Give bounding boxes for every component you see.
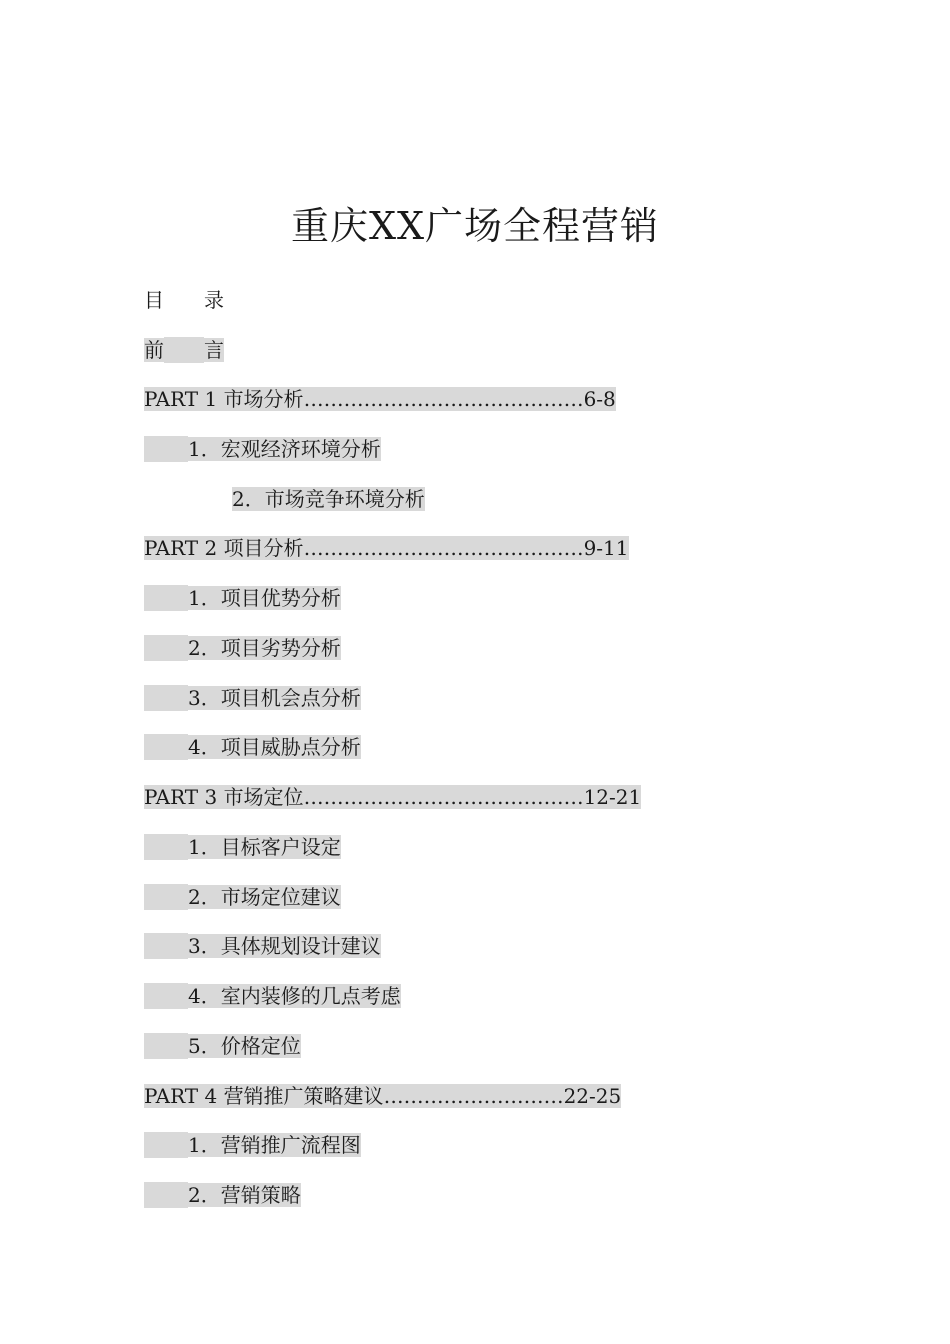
- part-title: 营销推广策略建议: [223, 1084, 384, 1108]
- item-title: 项目劣势分析: [220, 636, 341, 660]
- part-label: PART 2: [144, 536, 218, 560]
- item-title: 营销策略: [220, 1183, 301, 1207]
- item-number: 4．: [188, 984, 221, 1008]
- item-title: 项目威胁点分析: [220, 735, 361, 759]
- page-range: 22-25: [563, 1084, 622, 1108]
- toc-sub-item[interactable]: [144, 734, 361, 760]
- item-number: 2．: [188, 885, 221, 909]
- page-range: 9-11: [583, 536, 629, 560]
- item-number: 1．: [188, 586, 221, 610]
- item-number: 3．: [188, 686, 221, 710]
- toc-heading-char-1: 目: [144, 288, 164, 312]
- part-label: PART 1: [144, 387, 218, 411]
- part-label: PART 3: [144, 785, 218, 809]
- toc-part-3[interactable]: [144, 784, 641, 810]
- preface-heading: [144, 337, 224, 363]
- item-number: 4．: [188, 735, 221, 759]
- toc-sub-item[interactable]: [144, 1182, 301, 1208]
- item-number: 5．: [188, 1034, 221, 1058]
- leader-dots: ………………………: [383, 1084, 564, 1108]
- toc-heading-char-2: 录: [204, 288, 224, 312]
- item-number: 2．: [188, 1183, 221, 1207]
- toc-sub-item[interactable]: [144, 585, 341, 611]
- item-title: 具体规划设计建议: [220, 934, 381, 958]
- preface-char-2: 言: [204, 338, 224, 362]
- part-title: 市场分析: [223, 387, 304, 411]
- preface-char-1: 前: [144, 338, 164, 362]
- item-number: 2．: [188, 636, 221, 660]
- document-title: 重庆XX广场全程营销: [290, 204, 660, 248]
- item-title: 室内装修的几点考虑: [220, 984, 401, 1008]
- toc-sub-item[interactable]: [144, 685, 361, 711]
- item-number: 1．: [188, 1133, 221, 1157]
- part-title: 项目分析: [223, 536, 304, 560]
- toc-heading: [144, 286, 224, 314]
- toc-sub-item[interactable]: [144, 933, 381, 959]
- leader-dots: ……………………………………: [303, 785, 584, 809]
- item-title: 项目机会点分析: [220, 686, 361, 710]
- item-title: 营销推广流程图: [220, 1133, 361, 1157]
- item-title: 宏观经济环境分析: [220, 437, 381, 461]
- toc-sub-item[interactable]: [144, 983, 401, 1009]
- item-title: 价格定位: [220, 1034, 301, 1058]
- toc-part-1[interactable]: [144, 386, 616, 412]
- item-title: 市场定位建议: [220, 885, 341, 909]
- part-title: 市场定位: [223, 785, 304, 809]
- leader-dots: ……………………………………: [303, 387, 584, 411]
- page-range: 6-8: [583, 387, 616, 411]
- item-title: 目标客户设定: [220, 835, 341, 859]
- toc-sub-item[interactable]: [144, 884, 341, 910]
- page-range: 12-21: [583, 785, 642, 809]
- toc-sub-item[interactable]: [144, 436, 381, 462]
- toc-sub-item[interactable]: [144, 834, 341, 860]
- toc-sub-item[interactable]: [144, 1033, 301, 1059]
- toc-part-4[interactable]: [144, 1083, 621, 1109]
- item-number: 1．: [188, 437, 221, 461]
- toc-sub-item[interactable]: [144, 1132, 361, 1158]
- toc-sub-item[interactable]: [144, 635, 341, 661]
- item-number: 2．: [232, 487, 265, 511]
- toc-sub-item[interactable]: [232, 486, 425, 512]
- toc-part-2[interactable]: [144, 535, 629, 561]
- item-number: 1．: [188, 835, 221, 859]
- item-number: 3．: [188, 934, 221, 958]
- item-title: 市场竞争环境分析: [264, 487, 425, 511]
- item-title: 项目优势分析: [220, 586, 341, 610]
- part-label: PART 4: [144, 1084, 218, 1108]
- leader-dots: ……………………………………: [303, 536, 584, 560]
